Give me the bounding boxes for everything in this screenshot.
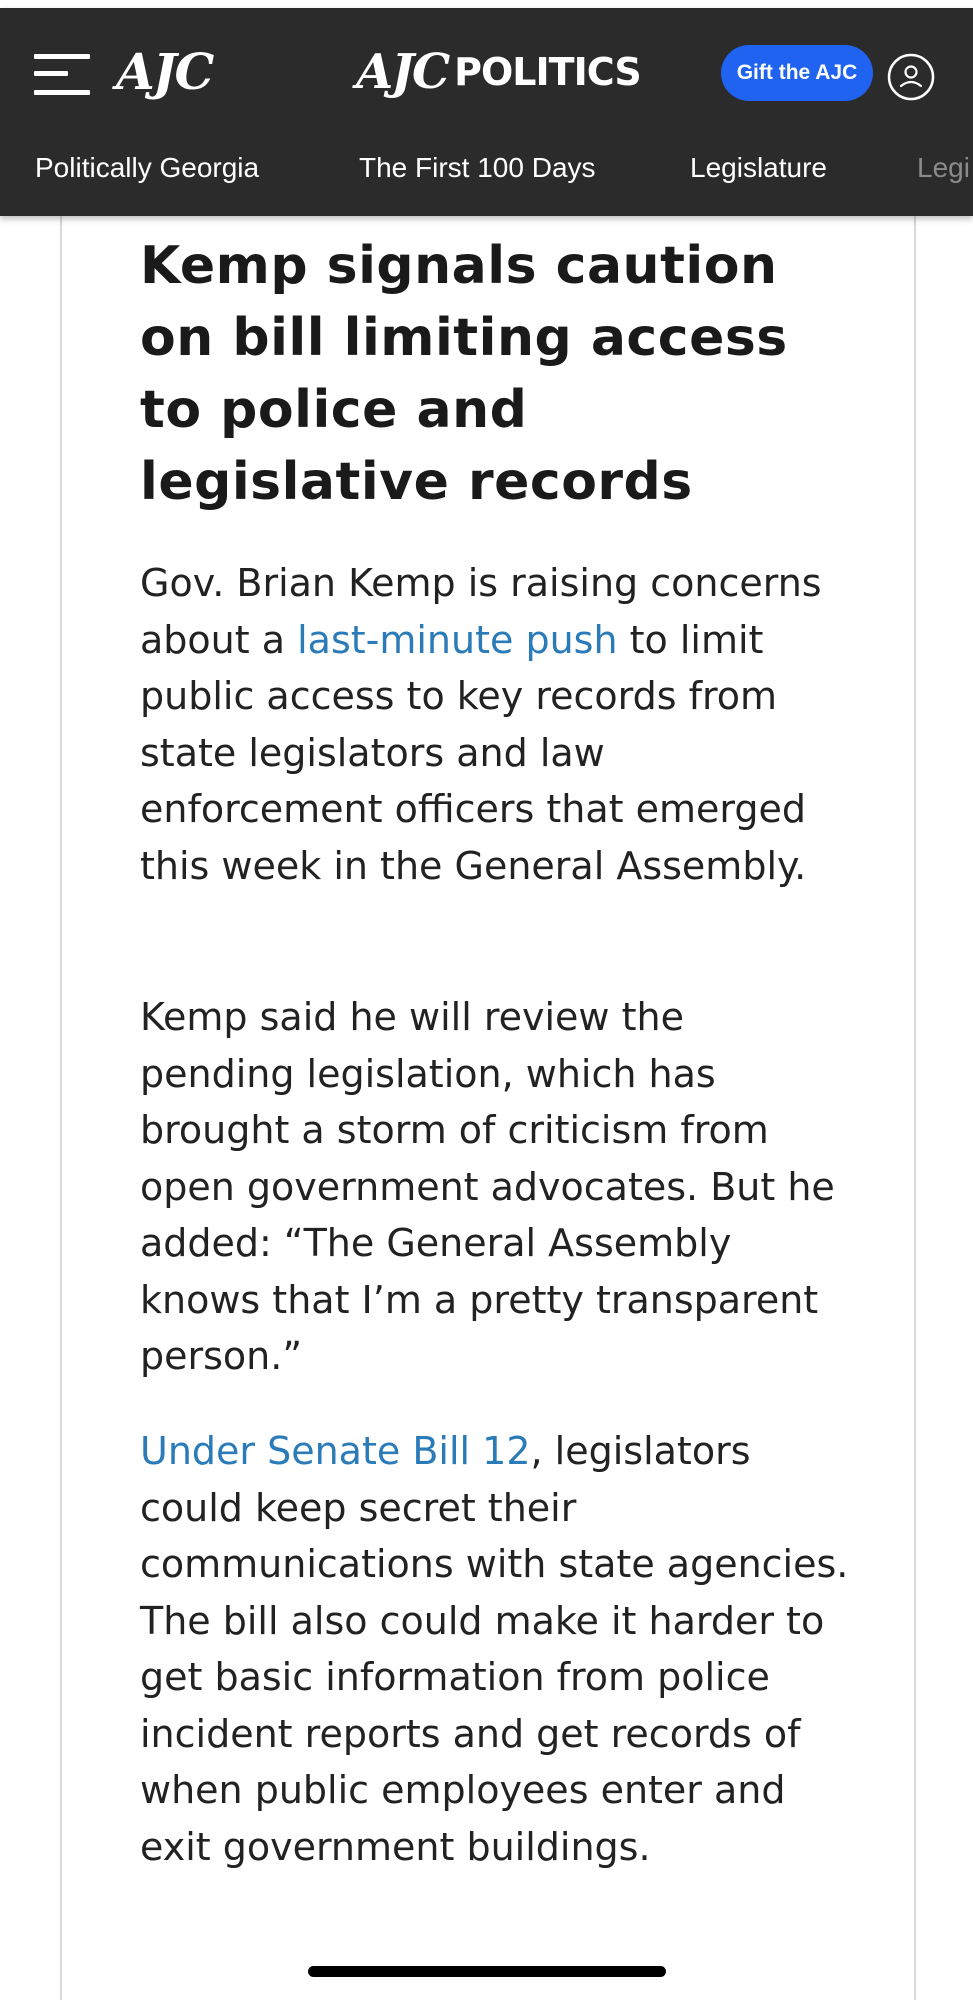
nav-item-politically-georgia[interactable]: Politically Georgia: [35, 152, 260, 183]
section-nav: [0, 136, 973, 216]
section-logo-word: POLITICS: [454, 50, 641, 94]
section-logo-mark: AJC: [356, 44, 449, 100]
last-minute-push-link[interactable]: last-minute push: [297, 617, 618, 662]
nav-item-legi-truncated[interactable]: Legi: [917, 152, 970, 183]
home-indicator[interactable]: [308, 1966, 666, 1977]
header-top-row: [0, 8, 973, 136]
article-paragraph-3: [140, 1423, 850, 1875]
gift-the-ajc-button[interactable]: Gift the AJC: [721, 45, 873, 101]
senate-bill-12-link[interactable]: Under Senate Bill 12: [140, 1429, 531, 1473]
paragraph-text: Gov. Brian Kemp is raising concerns about a: [140, 561, 822, 662]
article-headline: Kemp signals caution on bill limiting access to police and legislative records: [140, 236, 788, 512]
status-bar: [0, 0, 973, 8]
article-paragraph-2: Kemp said he will review the pending legislation, which has brought a storm of criticism from open government advocates. But he added: “The General Assembly knows that I’m a pretty transparent person.”: [140, 995, 835, 1378]
account-icon[interactable]: [887, 53, 935, 101]
ajc-logo[interactable]: AJC: [116, 42, 213, 101]
article-paragraph-1: [140, 555, 850, 894]
paragraph-text: to limit public access to key records from state legislators and law enforcement officers that emerged this week in the General Assembly.: [140, 617, 807, 888]
hamburger-menu-icon[interactable]: [34, 46, 90, 102]
nav-item-legislature[interactable]: Legislature: [690, 152, 827, 183]
nav-item-first-100-days[interactable]: The First 100 Days: [359, 152, 596, 183]
site-header: [0, 8, 973, 216]
paragraph-text: , legislators could keep secret their communications with state agencies. The bill also could make it harder to get basic information from police incident reports and get records of when public employees enter and exit government buildings.: [140, 1429, 849, 1869]
politics-section-logo[interactable]: [356, 42, 641, 102]
